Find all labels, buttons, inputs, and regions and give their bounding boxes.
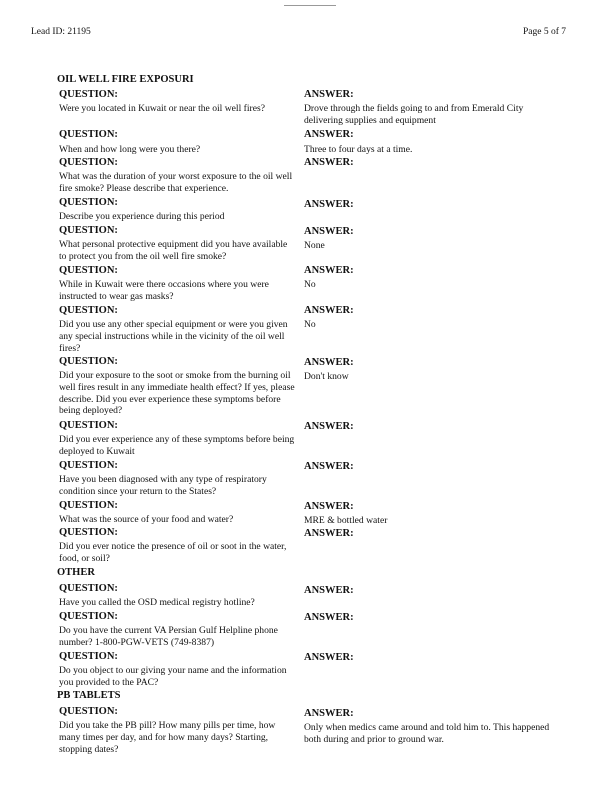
question-text: Did you take the PB pill? How many pills per time, how many times per day, and for how many days? Starting, stopping dates? <box>59 720 276 755</box>
question-label: QUESTION: <box>59 527 118 538</box>
answer-label: ANSWER: <box>304 226 354 237</box>
question-text: What was the duration of your worst exposure to the oil well fire smoke? Please describe that experience. <box>59 171 293 194</box>
answer-text: No <box>304 279 316 290</box>
question-label: QUESTION: <box>59 265 118 276</box>
answer-label: ANSWER: <box>304 129 354 140</box>
question-text: Did you ever experience any of these symptoms before being deployed to Kuwait <box>59 434 295 457</box>
answer-label: ANSWER: <box>304 89 354 100</box>
answer-label: ANSWER: <box>304 305 354 316</box>
question-label: QUESTION: <box>59 225 118 236</box>
question-label: QUESTION: <box>59 460 118 471</box>
section-title-oil-well-fire: OIL WELL FIRE EXPOSURI <box>57 74 194 85</box>
answer-label: ANSWER: <box>304 708 354 719</box>
answer-text: Drove through the fields going to and from Emerald City delivering supplies and equipment <box>304 103 524 126</box>
question-label: QUESTION: <box>59 420 118 431</box>
question-label: QUESTION: <box>59 305 118 316</box>
question-label: QUESTION: <box>59 89 118 100</box>
question-text: Do you have the current VA Persian Gulf Helpline phone number? 1-800-PGW-VETS (749-8387) <box>59 625 278 648</box>
answer-text: None <box>304 240 325 251</box>
question-text: What personal protective equipment did you have available to protect you from the oil well fire smoke? <box>59 239 288 262</box>
top-rule <box>284 5 336 6</box>
question-label: QUESTION: <box>59 129 118 140</box>
question-label: QUESTION: <box>59 197 118 208</box>
question-label: QUESTION: <box>59 500 118 511</box>
answer-label: ANSWER: <box>304 461 354 472</box>
section-title-other: OTHER <box>57 567 95 578</box>
lead-id: Lead ID: 21195 <box>31 27 91 37</box>
question-text: Describe you experience during this period <box>59 211 225 222</box>
answer-label: ANSWER: <box>304 501 354 512</box>
question-text: Do you object to our giving your name and the information you provided to the PAC? <box>59 665 287 688</box>
question-text: What was the source of your food and water? <box>59 514 234 525</box>
question-label: QUESTION: <box>59 157 118 168</box>
page-number: Page 5 of 7 <box>523 27 567 37</box>
question-text: When and how long were you there? <box>59 144 201 155</box>
question-text: Did you use any other special equipment or were you given any special instructions while in the vicinity of the oil well fires? <box>59 319 288 354</box>
answer-label: ANSWER: <box>304 199 354 210</box>
answer-label: ANSWER: <box>304 652 354 663</box>
question-label: QUESTION: <box>59 611 118 622</box>
question-label: QUESTION: <box>59 706 118 717</box>
answer-label: ANSWER: <box>304 357 354 368</box>
answer-text: Don't know <box>304 371 349 382</box>
question-text: Did you ever notice the presence of oil or soot in the water, food, or soil? <box>59 541 287 564</box>
question-text: Have you called the OSD medical registry hotline? <box>59 597 255 608</box>
question-text: Did your exposure to the soot or smoke from the burning oil well fires result in any immediate health effect? If yes, please describe. Did you ever experience these symptoms before being deployed? <box>59 370 295 417</box>
answer-text: Three to four days at a time. <box>304 144 413 155</box>
answer-label: ANSWER: <box>304 421 354 432</box>
answer-label: ANSWER: <box>304 585 354 596</box>
answer-text: Only when medics came around and told him to. This happened both during and prior to ground war. <box>304 722 550 745</box>
answer-label: ANSWER: <box>304 157 354 168</box>
answer-label: ANSWER: <box>304 612 354 623</box>
question-label: QUESTION: <box>59 583 118 594</box>
question-text: While in Kuwait were there occasions where you were instructed to wear gas masks? <box>59 279 269 302</box>
answer-label: ANSWER: <box>304 265 354 276</box>
question-label: QUESTION: <box>59 651 118 662</box>
question-text: Have you been diagnosed with any type of respiratory condition since your return to the States? <box>59 474 267 497</box>
answer-label: ANSWER: <box>304 528 354 539</box>
question-text: Were you located in Kuwait or near the oil well fires? <box>59 103 265 114</box>
question-label: QUESTION: <box>59 356 118 367</box>
answer-text: No <box>304 319 316 330</box>
section-title-pb-tablets: PB TABLETS <box>57 690 121 701</box>
answer-text: MRE & bottled water <box>304 515 388 526</box>
